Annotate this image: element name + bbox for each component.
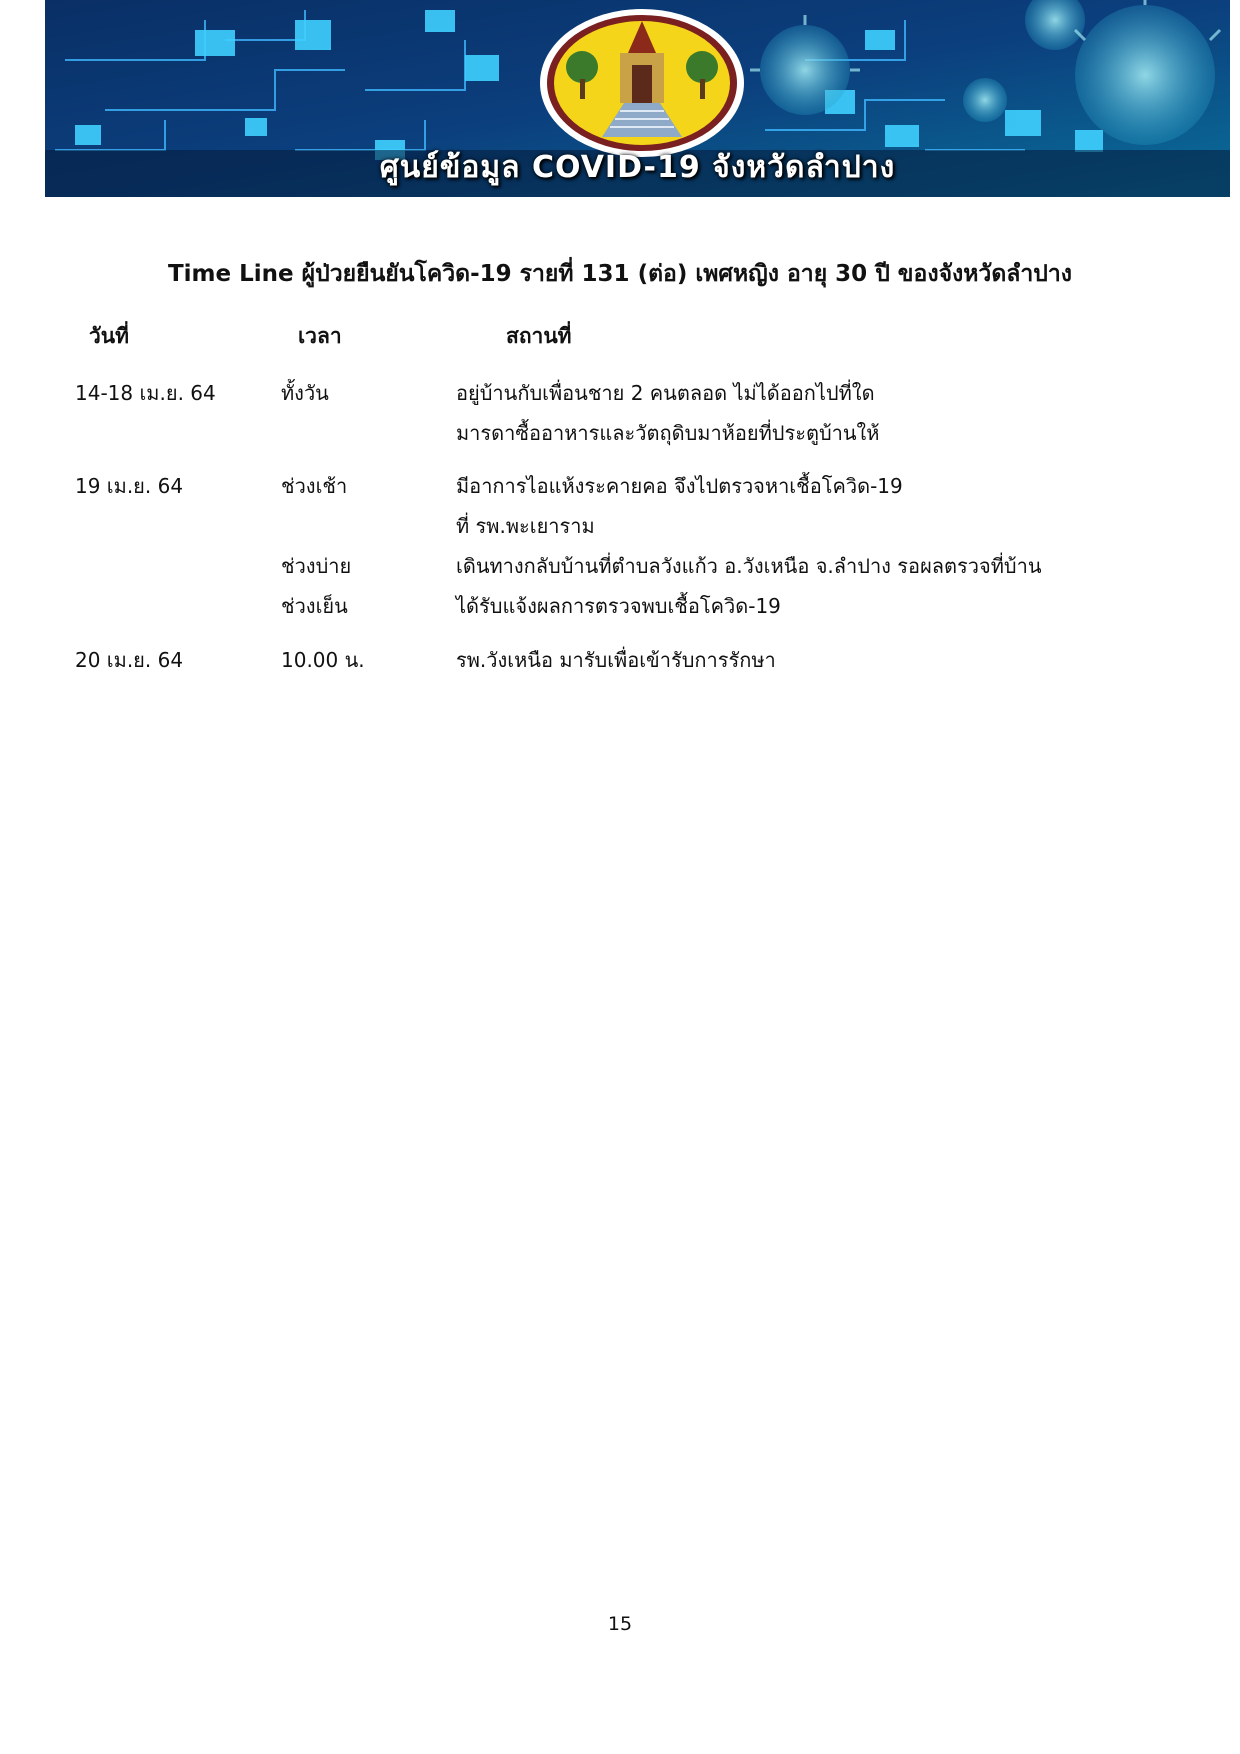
row-time: ช่วงเย็น	[281, 594, 348, 618]
row-date: 19 เม.ย. 64	[75, 474, 184, 498]
row-place-line: ได้รับแจ้งผลการตรวจพบเชื้อโควิด-19	[456, 594, 781, 618]
row-place-line: เดินทางกลับบ้านที่ตำบลวังแก้ว อ.วังเหนือ จ.ลำปาง รอผลตรวจที่บ้าน	[456, 554, 1042, 578]
banner-caption: ศูนย์ข้อมูล COVID-19 จังหวัดลำปาง	[379, 150, 896, 185]
row-time: 10.00 น.	[281, 648, 365, 672]
column-header-date: วันที่	[89, 324, 129, 348]
lampang-seal-icon	[532, 5, 752, 163]
row-place-line: มารดาซื้ออาหารและวัตถุดิบมาห้อยที่ประตูบ้านให้	[456, 421, 880, 445]
row-time: ช่วงเช้า	[281, 474, 348, 498]
row-time: ทั้งวัน	[281, 381, 329, 405]
row-place-line: มีอาการไอแห้งระคายคอ จึงไปตรวจหาเชื้อโควิด-19	[456, 474, 903, 498]
row-place-line: อยู่บ้านกับเพื่อนชาย 2 คนตลอด ไม่ได้ออกไปที่ใด	[456, 381, 875, 405]
row-time: ช่วงบ่าย	[281, 554, 352, 578]
header-banner	[45, 0, 1230, 197]
row-date: 20 เม.ย. 64	[75, 648, 184, 672]
row-date: 14-18 เม.ย. 64	[75, 381, 216, 405]
page-number: 15	[607, 1613, 633, 1635]
column-header-time: เวลา	[298, 324, 342, 348]
column-header-place: สถานที่	[506, 324, 572, 348]
document-title: Time Line ผู้ป่วยยืนยันโควิด-19 รายที่ 131 (ต่อ) เพศหญิง อายุ 30 ปี ของจังหวัดลำปาง	[167, 261, 1073, 287]
row-place-line: ที่ รพ.พะเยาราม	[456, 514, 595, 538]
row-place-line: รพ.วังเหนือ มารับเพื่อเข้ารับการรักษา	[456, 648, 776, 672]
